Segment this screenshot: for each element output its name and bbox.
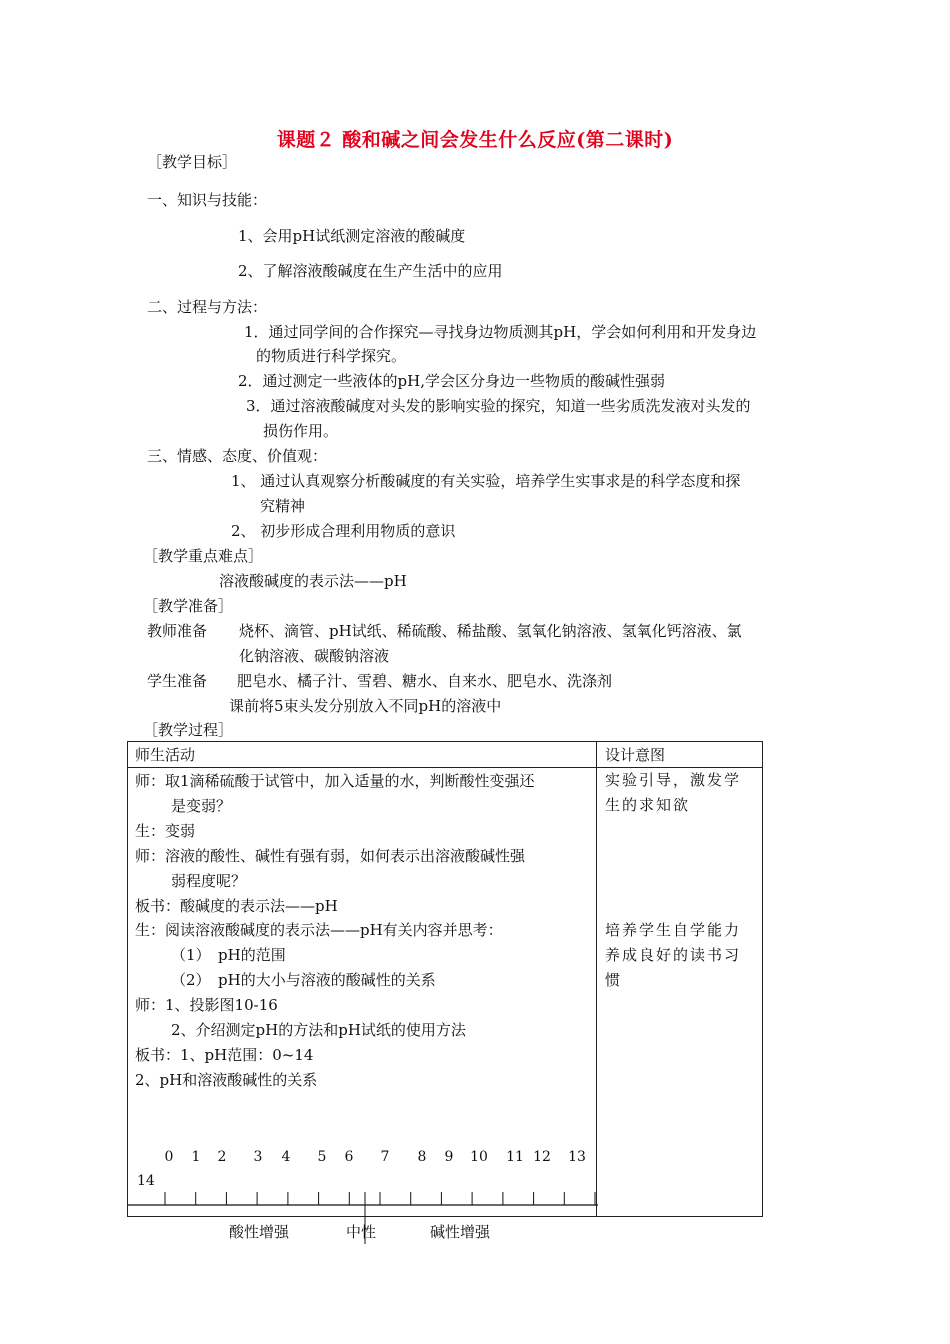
ph-number-label: 7: [380, 1149, 390, 1165]
process-item-1a: 1．通过同学间的合作探究—寻找身边物质测其pH，学会如何利用和开发身边: [244, 323, 757, 341]
ph-number-label: 3: [253, 1149, 263, 1165]
activity-line: 生：阅读溶液酸碱度的表示法——pH有关内容并思考：: [135, 921, 503, 939]
activity-line: 是变弱？: [171, 797, 232, 815]
teacher-prep-a: 烧杯、滴管、pH试纸、稀硫酸、稀盐酸、氢氧化钠溶液、氢氧化钙溶液、氯: [239, 622, 742, 640]
activity-line: 板书：1、pH范围：0~14: [135, 1046, 314, 1064]
process-item-3b: 损伤作用。: [263, 422, 339, 440]
ph-number-label: 6: [344, 1149, 354, 1165]
activity-line: （2） pH的大小与溶液的酸碱性的关系: [171, 971, 436, 989]
teacher-prep-label: 教师准备: [147, 622, 208, 640]
emotion-heading: 三、情感、态度、价值观：: [147, 447, 328, 465]
ph-scale: [128, 768, 598, 1244]
knowledge-heading: 一、知识与技能：: [147, 191, 268, 209]
activity-line: （1） pH的范围: [171, 946, 286, 964]
acid-increase-label: 酸性增强: [229, 1223, 290, 1241]
student-prep-b: 课前将5束头发分别放入不同pH的溶液中: [229, 697, 502, 715]
process-item-1b: 的物质进行科学探究。: [256, 347, 407, 365]
process-section-heading: ［教学过程］: [143, 721, 234, 739]
ph-number-label: 13: [568, 1149, 586, 1165]
activity-line: 2、pH和溶液酸碱性的关系: [135, 1071, 318, 1089]
activity-line: 生：变弱: [135, 822, 196, 840]
neutral-label: 中性: [346, 1223, 377, 1241]
student-prep-label: 学生准备: [147, 672, 208, 690]
intent-cell: [597, 768, 763, 1217]
intent-note-2: 培养学生自学能力养成良好的读书习惯: [605, 921, 742, 989]
activity-line: 板书：酸碱度的表示法——pH: [135, 897, 338, 915]
ph-number-label: 5: [317, 1149, 327, 1165]
activity-line: 弱程度呢？: [171, 872, 247, 890]
ph-number-label: 10: [470, 1149, 488, 1165]
intent-note-1: 实验引导，激发学生的求知欲: [605, 771, 742, 814]
preparation-heading: ［教学准备］: [143, 597, 234, 615]
teacher-prep-b: 化钠溶液、碳酸钠溶液: [239, 647, 390, 665]
activity-line: 2、介绍测定pH的方法和pH试纸的使用方法: [171, 1021, 466, 1039]
ph-number-label: 2: [217, 1149, 227, 1165]
ph-number-label: 1: [191, 1149, 201, 1165]
ph-number-label: 0: [164, 1149, 174, 1165]
lesson-title: 课题２ 酸和碱之间会发生什么反应(第二课时): [276, 129, 674, 151]
header-cell-activity: [128, 742, 597, 768]
activity-line: 师：取1滴稀硫酸于试管中，加入适量的水，判断酸性变强还: [135, 772, 535, 790]
ph-number-label: 14: [137, 1173, 155, 1189]
column-header-activity: 师生活动: [135, 746, 196, 764]
process-heading: 二、过程与方法：: [147, 298, 268, 316]
ph-number-label: 9: [444, 1149, 454, 1165]
process-item-2: 2．通过测定一些液体的pH,学会区分身边一些物质的酸碱性强弱: [238, 372, 665, 390]
emotion-item-2: 2、 初步形成合理利用物质的意识: [231, 522, 456, 540]
goals-heading: ［教学目标］: [147, 153, 238, 171]
key-points-heading: ［教学重点难点］: [143, 547, 264, 565]
key-points-text: 溶液酸碱度的表示法——pH: [219, 572, 407, 590]
column-header-intent: 设计意图: [605, 746, 666, 764]
activity-line: 师：溶液的酸性、碱性有强有弱，如何表示出溶液酸碱性强: [135, 847, 526, 865]
knowledge-item-2: 2、了解溶液酸碱度在生产生活中的应用: [238, 262, 503, 280]
ph-number-label: 4: [281, 1149, 291, 1165]
knowledge-item-1: 1、会用pH试纸测定溶液的酸碱度: [238, 227, 466, 245]
ph-number-label: 12: [533, 1149, 551, 1165]
ph-number-label: 11: [506, 1149, 524, 1165]
student-prep-a: 肥皂水、橘子汁、雪碧、糖水、自来水、肥皂水、洗涤剂: [237, 672, 613, 690]
activity-cell: [128, 768, 597, 1241]
emotion-item-1a: 1、 通过认真观察分析酸碱度的有关实验，培养学生实事求是的科学态度和探: [231, 472, 741, 490]
teaching-process-table: [127, 741, 763, 1241]
ph-number-label: 8: [417, 1149, 427, 1165]
emotion-item-1b: 究精神: [260, 497, 306, 515]
base-increase-label: 碱性增强: [430, 1223, 491, 1241]
process-item-3a: 3．通过溶液酸碱度对头发的影响实验的探究，知道一些劣质洗发液对头发的: [246, 397, 751, 415]
header-cell-intent: [597, 742, 763, 768]
activity-line: 师：1、投影图10-16: [135, 996, 278, 1014]
